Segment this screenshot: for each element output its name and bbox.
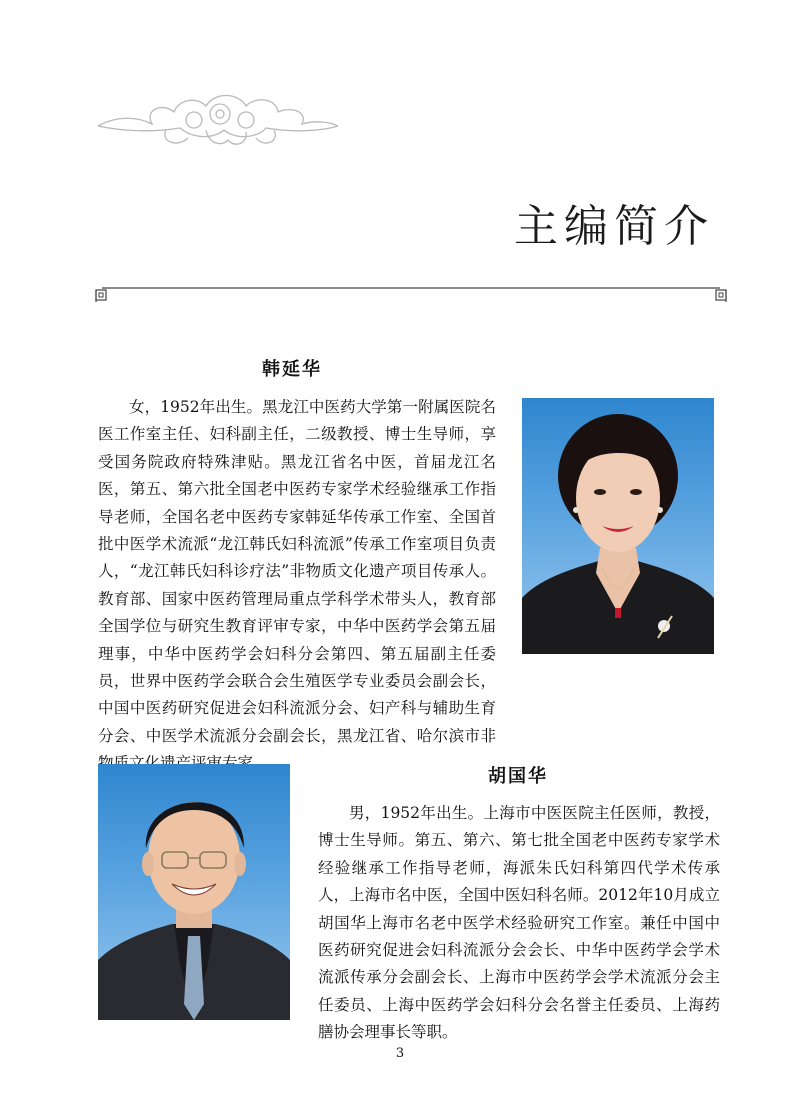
editor-portrait [522, 398, 714, 654]
editor-bio: 男，1952年出生。上海市中医医院主任医师，教授，博士生导师。第五、第六、第七批全国老中医药专家学术经验继承工作指导老师，海派朱氏妇科第四代学术传承人，上海市名中医，全国中医妇科名师。2012年10月成立胡国华上海市名老中医学术经验研究工作室。兼任中国中医药研究促进会妇科流派分会会长、中华中医药学会学术流派传承分会副会长、上海市中医药学会学术流派分会主任委员、上海中医药学会妇科分会名誉主任委员、上海药膳协会理事长等职。 [318, 804, 720, 1042]
page-number: 3 [395, 1046, 405, 1061]
editor-name: 胡国华 [488, 766, 548, 787]
page-title: 主编简介 [514, 201, 714, 252]
editor-bio: 女，1952年出生。黑龙江中医药大学第一附属医院名医工作室主任、妇科副主任，二级教授、博士生导师，享受国务院政府特殊津贴。黑龙江省名中医，首届龙江名医，第五、第六批全国老中医药专家学术经验继承工作指导老师，全国名老中医药专家韩延华传承工作室、全国首批中医学术流派“龙江韩氏妇科流派”传承工作室项目负责人，“龙江韩氏妇科诊疗法”非物质文化遗产项目传承人。教育部、国家中医药管理局重点学科学术带头人，教育部全国学位与研究生教育评审专家，中华中医药学会第五届理事，中华中医药学会妇科分会第四、第五届副主任委员，世界中医药学会联合会生殖医学专业委员会副会长，中国中医药研究促进会妇科流派分会、妇产科与辅助生育分会、中医学术流派分会副会长，黑龙江省、哈尔滨市非 [98, 398, 496, 745]
title-divider [94, 286, 728, 304]
editor-name: 韩延华 [262, 359, 322, 380]
editor-portrait [98, 764, 290, 1020]
cloud-ornament [96, 86, 340, 158]
